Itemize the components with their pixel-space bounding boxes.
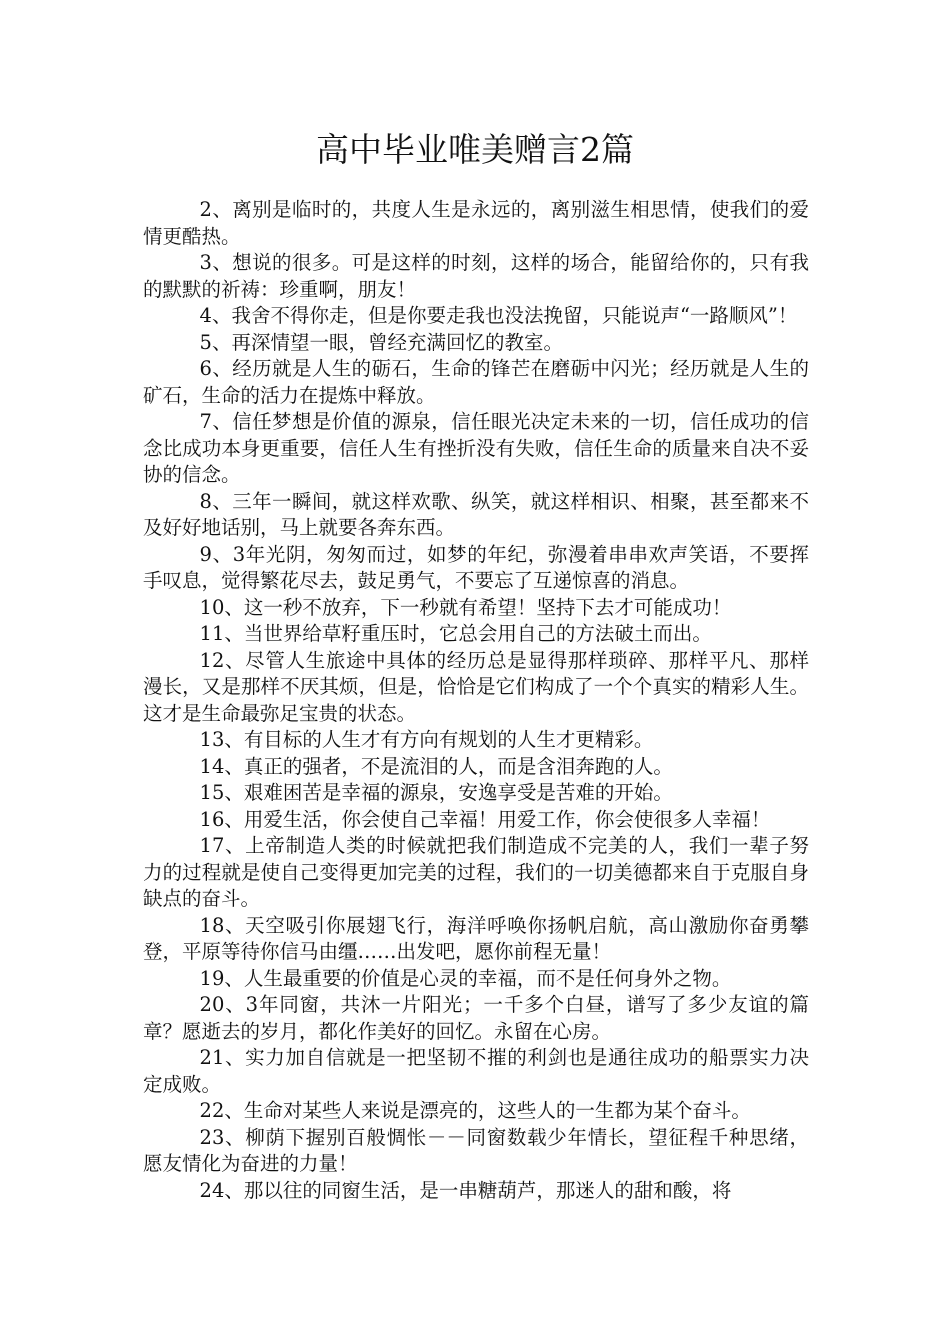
paragraph: 9、3年光阴，匆匆而过，如梦的年纪，弥漫着串串欢声笑语，不要挥手叹息，觉得繁花尽去，鼓足勇气，不要忘了互递惊喜的消息。 [143,542,809,592]
paragraph: 10、这一秒不放弃，下一秒就有希望！坚持下去才可能成功！ [199,595,732,619]
paragraph: 11、当世界给草籽重压时，它总会用自己的方法破土而出。 [199,622,712,645]
paragraph: 24、那以往的同窗生活，是一串糖葫芦，那迷人的甜和酸，将 [199,1178,732,1202]
paragraph: 2、离别是临时的，共度人生是永远的，离别滋生相思情，使我们的爱情更酷热。 [143,198,809,248]
page-title: 高中毕业唯美赠言2篇 [316,130,634,169]
paragraph: 21、实力加自信就是一把坚韧不摧的利剑也是通往成功的船票实力决定成败。 [143,1046,809,1096]
paragraph: 7、信任梦想是价值的源泉，信任眼光决定未来的一切，信任成功的信念比成功本身更重要，信任人生有挫折没有失败，信任生命的质量来自决不妥协的信念。 [143,410,809,486]
paragraph: 4、我舍不得你走，但是你要走我也没法挽留，只能说声“一路顺风”！ [199,304,798,327]
paragraph: 23、柳荫下握别百般惆怅－－同窗数载少年情长，望征程千种思绪，愿友情化为奋进的力量！ [143,1125,809,1175]
paragraph: 3、想说的很多。可是这样的时刻，这样的场合，能留给你的，只有我的默默的祈祷：珍重啊，朋友！ [143,251,809,301]
paragraph: 14、真正的强者，不是流泪的人，而是含泪奔跑的人。 [199,754,673,778]
paragraph: 22、生命对某些人来说是漂亮的，这些人的一生都为某个奋斗。 [199,1099,751,1122]
document-body [143,197,809,1204]
paragraph: 15、艰难困苦是幸福的源泉，安逸享受是苦难的开始。 [199,781,673,804]
paragraph: 20、3年同窗，共沐一片阳光；一千多个白昼，谱写了多少友谊的篇章？愿逝去的岁月，都化作美好的回忆。永留在心房。 [143,993,809,1043]
paragraph: 18、天空吸引你展翅飞行，海洋呼唤你扬帆启航，高山激励你奋勇攀登，平原等待你信马由缰……出发吧，愿你前程无量！ [143,913,809,963]
paragraph: 17、上帝制造人类的时候就把我们制造成不完美的人，我们一辈子努力的过程就是使自己变得更加完美的过程，我们的一切美德都来自于克服自身缺点的奋斗。 [143,834,809,910]
paragraph: 16、用爱生活，你会使自己幸福！用爱工作，你会使很多人幸福！ [199,807,771,831]
paragraph: 12、尽管人生旅途中具体的经历总是显得那样琐碎、那样平凡、那样漫长，又是那样不厌其烦，但是，恰恰是它们构成了一个个真实的精彩人生。这才是生命最弥足宝贵的状态。 [143,648,809,725]
paragraph: 8、三年一瞬间，就这样欢歌、纵笑，就这样相识、相聚，甚至都来不及好好地话别，马上就要各奔东西。 [143,489,809,539]
paragraph: 6、经历就是人生的砺石，生命的锋芒在磨砺中闪光；经历就是人生的矿石，生命的活力在提炼中释放。 [143,357,809,407]
paragraph: 13、有目标的人生才有方向有规划的人生才更精彩。 [199,728,654,751]
paragraph: 19、人生最重要的价值是心灵的幸福，而不是任何身外之物。 [199,966,732,990]
paragraph: 5、再深情望一眼，曾经充满回忆的教室。 [199,330,563,354]
